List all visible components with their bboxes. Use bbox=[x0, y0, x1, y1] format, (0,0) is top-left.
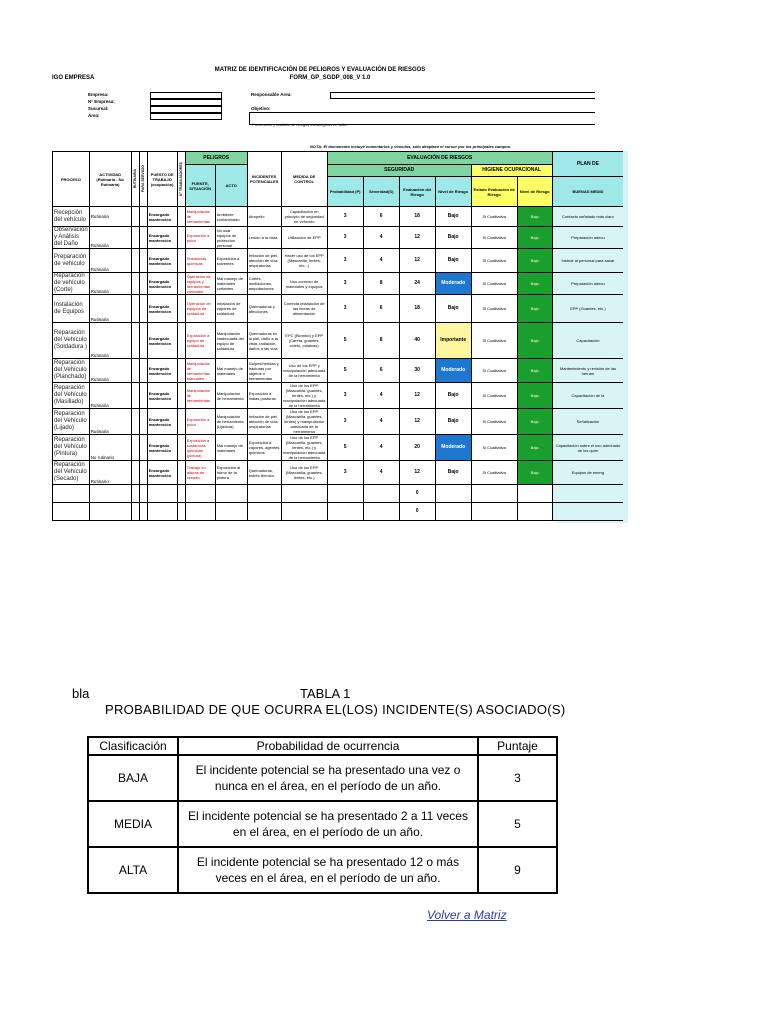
sev-cell: 4 bbox=[363, 249, 399, 273]
matrix-row bbox=[53, 207, 624, 227]
actividad-cell: Rutinaria bbox=[89, 207, 131, 227]
col-trabajadores: N° TRABAJADORES bbox=[178, 161, 183, 197]
t1-clas: BAJA bbox=[88, 755, 178, 801]
plan-cell: Instruir al personal para sacar bbox=[552, 249, 623, 273]
empty-cell bbox=[247, 503, 281, 521]
empty-cell bbox=[185, 485, 215, 503]
empty-cell bbox=[552, 485, 623, 503]
estado-cell: Si Cualitativa bbox=[471, 359, 517, 383]
plan-cell: Capacitación sobre el uso adecuado de los quím bbox=[552, 435, 623, 461]
col-eval: Evaluación del Riesgo bbox=[399, 177, 435, 207]
col-prob: Probabilidad (P) bbox=[327, 177, 363, 207]
form-code: FORM_GP_SGDP_008_V 1.0 bbox=[289, 75, 371, 81]
rutinaria-cell bbox=[131, 461, 139, 485]
incidente-cell: Quemaduras, estrés térmico bbox=[247, 461, 281, 485]
plan-cell: Preparación adecu bbox=[552, 227, 623, 249]
plan-cell: Equipos de emerg bbox=[552, 461, 623, 485]
empty-cell bbox=[471, 485, 517, 503]
matrix-row bbox=[53, 359, 624, 383]
empty-cell bbox=[53, 485, 90, 503]
servicio-cell bbox=[139, 249, 147, 273]
company-label: IGO EMPRESA bbox=[52, 75, 95, 81]
eval-cell: 12 bbox=[399, 383, 435, 409]
proceso-cell: Recepción del vehículo bbox=[53, 207, 90, 227]
puesto-cell: Encargado mantención bbox=[147, 295, 177, 323]
eval-cell: 12 bbox=[399, 409, 435, 435]
nivel-riesgo-cell: Bajo bbox=[435, 461, 471, 485]
col-puesto: PUESTO DE TRABAJO (ocupación) bbox=[147, 152, 177, 207]
nivel-riesgo-cell: Bajo bbox=[435, 249, 471, 273]
actividad-cell: Rutinario bbox=[89, 461, 131, 485]
rutinaria-cell bbox=[131, 383, 139, 409]
nivel-higiene-cell: Bajo bbox=[517, 273, 552, 295]
rutinaria-cell bbox=[131, 207, 139, 227]
sev-cell: 6 bbox=[363, 295, 399, 323]
rutinaria-cell bbox=[131, 295, 139, 323]
puesto-cell: Encargado mantención bbox=[147, 461, 177, 485]
col-higiene: HIGIENE OCUPACIONAL bbox=[471, 165, 552, 177]
tabla1-subtitle: PROBABILIDAD DE QUE OCURRA EL(LOS) INCIDENTE(S) ASOCIADO(S) bbox=[105, 702, 566, 717]
empresa-field[interactable] bbox=[150, 92, 222, 99]
actividad-cell: Rutinaria bbox=[89, 249, 131, 273]
t1-row-alta bbox=[88, 847, 557, 893]
puesto-cell: Encargado mantención bbox=[147, 323, 177, 359]
trabajadores-cell bbox=[177, 323, 185, 359]
rutinaria-cell bbox=[131, 249, 139, 273]
servicio-cell bbox=[139, 409, 147, 435]
incidente-cell: Irritación de piel, afección de vías respiratorias bbox=[247, 249, 281, 273]
nivel-riesgo-cell: Importante bbox=[435, 323, 471, 359]
proceso-cell: Reparación del Vehículo (Masillado) bbox=[53, 383, 90, 409]
t1-header-puntaje: Puntaje bbox=[478, 737, 557, 755]
estado-cell: Si Cualitativa bbox=[471, 227, 517, 249]
medida-cell: Uso correcto de materiales y equipos bbox=[281, 273, 327, 295]
field-area-label: Área: bbox=[88, 113, 100, 118]
rutinaria-cell bbox=[131, 273, 139, 295]
trabajadores-cell bbox=[177, 207, 185, 227]
puesto-cell: Encargado mantención bbox=[147, 207, 177, 227]
fuente-cell: Manipulación de herramientas bbox=[185, 383, 215, 409]
acto-cell: Ambiente contaminado bbox=[215, 207, 247, 227]
servicio-cell bbox=[139, 435, 147, 461]
rutinaria-cell bbox=[131, 409, 139, 435]
field-sucursal-label: Sucursal: bbox=[88, 106, 109, 111]
empty-cell bbox=[471, 503, 517, 521]
objetivo-label: Objetivo: bbox=[251, 106, 271, 111]
t1-clas: ALTA bbox=[88, 847, 178, 893]
col-acto: ACTO bbox=[215, 165, 247, 207]
actividad-cell: No rutinario bbox=[89, 435, 131, 461]
acto-cell: Mal manejo de materiales bbox=[215, 359, 247, 383]
incidente-cell: Exposición a malas posturas bbox=[247, 383, 281, 409]
objetivo-text: Prevención y análisis de riesgos estratégicos en taller bbox=[252, 122, 348, 127]
t1-puntaje: 5 bbox=[478, 801, 557, 847]
incidente-cell: Cortes, mutilaciones, amputaciones bbox=[247, 273, 281, 295]
acto-cell: Inhalación de vapores de soldadura bbox=[215, 295, 247, 323]
plan-cell: EPP (Guantes, etc.) bbox=[552, 295, 623, 323]
trabajadores-cell bbox=[177, 295, 185, 323]
proceso-cell: Reparación del Vehículo (Secado) bbox=[53, 461, 90, 485]
empty-cell bbox=[215, 503, 247, 521]
servicio-cell bbox=[139, 323, 147, 359]
objetivo-field[interactable] bbox=[249, 112, 595, 125]
acto-cell: Exposición a solventes bbox=[215, 249, 247, 273]
actividad-cell: Rutinaria bbox=[89, 323, 131, 359]
fuente-cell: Manipulación de herramientas bbox=[185, 207, 215, 227]
tabla1-title: TABLA 1 bbox=[300, 686, 351, 701]
medida-cell: Uso de los EPP (Mascarilla, guantes, lentes, etc.) y manipulación adecuada de la herramienta bbox=[283, 383, 326, 408]
eval-cell: 0 bbox=[399, 485, 435, 503]
col-rutinaria: RUTINARIA bbox=[132, 169, 137, 189]
servicio-cell bbox=[139, 383, 147, 409]
field-nempresa-label: N° Empresa: bbox=[88, 99, 115, 104]
empty-cell bbox=[281, 485, 327, 503]
col-medida: MEDIDA DE CONTROL bbox=[281, 152, 327, 207]
medida-cell: Hacer uso de los EPP (Mascarilla, lentes, etc...) bbox=[281, 249, 327, 273]
fuente-cell: Sustancias químicas bbox=[185, 249, 215, 273]
incidente-cell: Atropello bbox=[247, 207, 281, 227]
medida-cell: Correcta instalación de las líneas de alimentación bbox=[281, 295, 327, 323]
fuente-cell: Manipulación de herramientas manuales bbox=[185, 359, 215, 383]
nivel-higiene-cell: Bajo bbox=[517, 295, 552, 323]
field-empresa-label: Empresa: bbox=[88, 92, 109, 97]
eval-cell: 0 bbox=[399, 503, 435, 521]
prob-cell: 3 bbox=[327, 409, 363, 435]
nivel-riesgo-cell: Bajo bbox=[435, 207, 471, 227]
plan-cell: Capacitación bbox=[552, 323, 623, 359]
matrix-empty-row bbox=[53, 485, 624, 503]
prob-cell: 3 bbox=[327, 461, 363, 485]
nempresa-field[interactable] bbox=[150, 99, 222, 106]
nivel-higiene-cell: Bajo bbox=[517, 227, 552, 249]
col-proceso: PROCESO bbox=[53, 152, 90, 207]
empty-cell bbox=[435, 485, 471, 503]
fuente-cell: Exposición a polvo bbox=[185, 227, 215, 249]
matrix-row bbox=[53, 409, 624, 435]
incidente-cell: Lesión a la vista bbox=[247, 227, 281, 249]
estado-cell: Si Cualitativa bbox=[471, 295, 517, 323]
fuente-cell: Exposición a equipo de soldadura bbox=[185, 323, 215, 359]
trabajadores-cell bbox=[177, 249, 185, 273]
responsable-field[interactable] bbox=[330, 92, 595, 99]
eval-cell: 12 bbox=[399, 227, 435, 249]
empty-cell bbox=[435, 503, 471, 521]
rutinaria-cell bbox=[131, 323, 139, 359]
empty-cell bbox=[89, 503, 131, 521]
empty-cell bbox=[517, 503, 552, 521]
puesto-cell: Encargado mantención bbox=[147, 435, 177, 461]
matrix-row bbox=[53, 323, 624, 359]
medida-cell: Uso de los EPP (Mascarilla, guantes, lentes, etc.) y manipulación adecuada de la herramienta bbox=[283, 435, 326, 460]
empty-cell bbox=[552, 503, 623, 521]
empty-cell bbox=[131, 485, 139, 503]
bla-text: bla bbox=[72, 686, 90, 701]
t1-row-baja bbox=[88, 755, 557, 801]
actividad-cell: Rutinaria bbox=[89, 295, 131, 323]
eval-cell: 24 bbox=[399, 273, 435, 295]
empty-cell bbox=[363, 485, 399, 503]
nivel-higiene-cell: Bajo bbox=[517, 409, 552, 435]
t1-desc: El incidente potencial se ha presentado 2 a 11 veces en el área, en el período de un año. bbox=[178, 801, 478, 847]
proceso-cell: Preparación de vehículo bbox=[53, 249, 90, 273]
empty-cell bbox=[53, 503, 90, 521]
incidente-cell: Golpes/heridas y fracturas por objetos o herramientas bbox=[247, 359, 281, 383]
estado-cell: Si Cualitativa bbox=[471, 249, 517, 273]
matrix-title: MATRIZ DE IDENTIFICACIÓN DE PELIGROS Y EVALUACIÓN DE RIESGOS bbox=[214, 67, 426, 73]
probability-table bbox=[87, 736, 558, 894]
sev-cell: 4 bbox=[363, 461, 399, 485]
area-field[interactable] bbox=[150, 113, 222, 120]
empty-cell bbox=[247, 485, 281, 503]
trabajadores-cell bbox=[177, 435, 185, 461]
incidente-cell: Quemaduras y afecciones bbox=[247, 295, 281, 323]
matrix-row bbox=[53, 295, 624, 323]
prob-cell: 5 bbox=[327, 435, 363, 461]
t1-puntaje: 9 bbox=[478, 847, 557, 893]
acto-cell: No usar equipos de protección personal bbox=[215, 227, 247, 249]
empty-cell bbox=[139, 485, 147, 503]
empty-cell bbox=[177, 485, 185, 503]
medida-cell: Utilización de EPP bbox=[281, 227, 327, 249]
volver-matriz-link[interactable]: Volver a Matriz bbox=[427, 908, 507, 922]
empty-cell bbox=[139, 503, 147, 521]
col-estado: Estado Evaluación de Riesgo bbox=[471, 177, 517, 207]
trabajadores-cell bbox=[177, 383, 185, 409]
trabajadores-cell bbox=[177, 359, 185, 383]
estado-cell: Si Cualitativa bbox=[471, 323, 517, 359]
empty-cell bbox=[89, 485, 131, 503]
proceso-cell: Instalación de Equipos bbox=[53, 295, 90, 323]
col-nivel: Nivel de Riesgo bbox=[435, 177, 471, 207]
proceso-cell: Reparación del Vehículo (Planchado) bbox=[53, 359, 90, 383]
puesto-cell: Encargado mantención bbox=[147, 409, 177, 435]
actividad-cell: Rutinaria bbox=[89, 409, 131, 435]
matrix-empty-row bbox=[53, 503, 624, 521]
nivel-higiene-cell: Bajo bbox=[517, 383, 552, 409]
col-seguridad: SEGURIDAD bbox=[327, 165, 471, 177]
matrix-row bbox=[53, 227, 624, 249]
nota-text: NOTA: El documento incluye comentarios y vínculos, sólo desplace el cursor por los principales campos. bbox=[310, 144, 512, 149]
servicio-cell bbox=[139, 207, 147, 227]
matrix-row bbox=[53, 461, 624, 485]
empty-cell bbox=[327, 485, 363, 503]
eval-cell: 40 bbox=[399, 323, 435, 359]
plan-cell: Capacitación de la bbox=[552, 383, 623, 409]
servicio-cell bbox=[139, 461, 147, 485]
t1-header-clasificacion: Clasificación bbox=[88, 737, 178, 755]
puesto-cell: Encargado mantención bbox=[147, 249, 177, 273]
eval-cell: 18 bbox=[399, 295, 435, 323]
t1-desc: El incidente potencial se ha presentado 12 o más veces en el área, en el período de un año. bbox=[178, 847, 478, 893]
matrix-row bbox=[53, 249, 624, 273]
plan-cell: Preparación adecu bbox=[552, 273, 623, 295]
incidente-cell: Irritación de piel, afección de vías respiratorias bbox=[247, 409, 281, 435]
sev-cell: 8 bbox=[363, 323, 399, 359]
proceso-cell: Reparación de vehículo (Corte) bbox=[53, 273, 90, 295]
col-fuente: FUENTE, SITUACIÓN bbox=[185, 165, 215, 207]
acto-cell: Mal manejo de materiales cortantes bbox=[215, 273, 247, 295]
empty-cell bbox=[177, 503, 185, 521]
col-incidentes: INCIDENTES POTENCIALES bbox=[247, 152, 281, 207]
nivel-riesgo-cell: Moderado bbox=[435, 435, 471, 461]
empty-cell bbox=[281, 503, 327, 521]
eval-cell: 18 bbox=[399, 207, 435, 227]
col-evaluacion: EVALUACIÓN DE RIESGOS bbox=[327, 152, 552, 165]
empty-cell bbox=[147, 485, 177, 503]
matrix-row bbox=[53, 435, 624, 461]
nivel-higiene-cell: Bajo bbox=[517, 323, 552, 359]
eval-cell: 12 bbox=[399, 249, 435, 273]
estado-cell: Si Cualitativa bbox=[471, 461, 517, 485]
sev-cell: 4 bbox=[363, 383, 399, 409]
acto-cell: Exposición al horno de la pintura bbox=[215, 461, 247, 485]
t1-row-media bbox=[88, 801, 557, 847]
fuente-cell: Exposición a sustancias químicas (pintura) bbox=[185, 435, 215, 461]
rutinaria-cell bbox=[131, 227, 139, 249]
fuente-cell: Trabajo en alturas de secado bbox=[185, 461, 215, 485]
eval-cell: 30 bbox=[399, 359, 435, 383]
trabajadores-cell bbox=[177, 461, 185, 485]
empty-cell bbox=[185, 503, 215, 521]
nivel-riesgo-cell: Bajo bbox=[435, 295, 471, 323]
sev-cell: 4 bbox=[363, 435, 399, 461]
prob-cell: 3 bbox=[327, 383, 363, 409]
empty-cell bbox=[215, 485, 247, 503]
col-servicio: PARA SERVICIO bbox=[140, 165, 145, 193]
actividad-cell: Rutinaria bbox=[89, 359, 131, 383]
t1-desc: El incidente potencial se ha presentado una vez o nunca en el área, en el período de un año. bbox=[178, 755, 478, 801]
acto-cell: Manipulación inadecuada del equipo de soldadura bbox=[215, 323, 247, 359]
col-actividad: ACTIVIDAD (Rutinaria - No Rutinaria) bbox=[89, 152, 131, 207]
medida-cell: Uso de los EPP (Mascarilla, guantes, lentes) y manipulación adecuada de la herramienta bbox=[281, 409, 327, 435]
estado-cell: Si Cualitativa bbox=[471, 383, 517, 409]
incidente-cell: Exposición a vapores, agentes químicos bbox=[247, 435, 281, 461]
responsable-label: Responsable Área: bbox=[251, 92, 292, 97]
actividad-cell: Rutinaria bbox=[89, 273, 131, 295]
nivel-riesgo-cell: Moderado bbox=[435, 273, 471, 295]
trabajadores-cell bbox=[177, 273, 185, 295]
servicio-cell bbox=[139, 359, 147, 383]
acto-cell: Mal manejo de materiales bbox=[215, 435, 247, 461]
puesto-cell: Encargado mantención bbox=[147, 227, 177, 249]
matrix-row bbox=[53, 273, 624, 295]
nivel-riesgo-cell: Bajo bbox=[435, 227, 471, 249]
col-peligros: PELIGROS bbox=[185, 152, 247, 165]
puesto-cell: Encargado mantención bbox=[147, 383, 177, 409]
sev-cell: 4 bbox=[363, 227, 399, 249]
col-plan: PLAN DE bbox=[552, 152, 623, 177]
sev-cell: 6 bbox=[363, 207, 399, 227]
empty-cell bbox=[363, 503, 399, 521]
eval-cell: 12 bbox=[399, 461, 435, 485]
servicio-cell bbox=[139, 273, 147, 295]
servicio-cell bbox=[139, 295, 147, 323]
fuente-cell: Exposición a polvo bbox=[185, 409, 215, 435]
medida-cell: Uso de los EPP y manipulación adecuada de la herramienta bbox=[281, 359, 327, 383]
t1-header-probabilidad: Probabilidad de ocurrencia bbox=[178, 737, 478, 755]
t1-clas: MEDIA bbox=[88, 801, 178, 847]
sev-cell: 8 bbox=[363, 273, 399, 295]
proceso-cell: Reparación del Vehículo (Soldadura ) bbox=[53, 323, 90, 359]
sucursal-field[interactable] bbox=[150, 106, 222, 113]
estado-cell: Si Cualitativa bbox=[471, 273, 517, 295]
medida-cell: EPC (Biombo) y EPP (Careta, guantes, coleto, polainas) bbox=[281, 323, 327, 359]
empty-cell bbox=[327, 503, 363, 521]
actividad-cell: Rutinaria bbox=[89, 227, 131, 249]
rutinaria-cell bbox=[131, 435, 139, 461]
estado-cell: Si Cualitativa bbox=[471, 409, 517, 435]
fuente-cell: Operación de equipos de soldadura bbox=[185, 295, 215, 323]
nivel-higiene-cell: Bajo bbox=[517, 435, 552, 461]
prob-cell: 3 bbox=[327, 295, 363, 323]
col-buenas: BUENAS MEDID bbox=[552, 177, 623, 207]
empty-cell bbox=[131, 503, 139, 521]
nivel-riesgo-cell: Moderado bbox=[435, 359, 471, 383]
proceso-cell: Reparación del Vehículo (Lijado) bbox=[53, 409, 90, 435]
puesto-cell: Encargado mantención bbox=[147, 359, 177, 383]
acto-cell: Manipulación de herramienta bbox=[215, 383, 247, 409]
risk-matrix-table bbox=[52, 151, 623, 521]
trabajadores-cell bbox=[177, 409, 185, 435]
eval-cell: 20 bbox=[399, 435, 435, 461]
puesto-cell: Encargado mantención bbox=[147, 273, 177, 295]
incidente-cell: Quemaduras en la piel, daño a la vista, radiación, daños a las vías bbox=[247, 323, 281, 359]
nivel-riesgo-cell: Bajo bbox=[435, 409, 471, 435]
servicio-cell bbox=[139, 227, 147, 249]
nivel-higiene-cell: Bajo bbox=[517, 249, 552, 273]
prob-cell: 3 bbox=[327, 227, 363, 249]
nivel-higiene-cell: Bajo bbox=[517, 461, 552, 485]
fuente-cell: Operación de equipos y herramientas cortantes bbox=[185, 273, 215, 295]
nivel-higiene-cell: Bajo bbox=[517, 359, 552, 383]
nivel-higiene-cell: Bajo bbox=[517, 207, 552, 227]
medida-cell: Uso de los EPP (Mascarilla, guantes, lentes, etc.) bbox=[281, 461, 327, 485]
prob-cell: 3 bbox=[327, 273, 363, 295]
acto-cell: Manipulación de herramienta (Lijadora) bbox=[215, 409, 247, 435]
prob-cell: 3 bbox=[327, 249, 363, 273]
sev-cell: 6 bbox=[363, 359, 399, 383]
sev-cell: 4 bbox=[363, 409, 399, 435]
plan-cell: Mantenimiento y revisión de las herram bbox=[552, 359, 623, 383]
trabajadores-cell bbox=[177, 227, 185, 249]
plan-cell: Señalización bbox=[552, 409, 623, 435]
empty-cell bbox=[147, 503, 177, 521]
t1-puntaje: 3 bbox=[478, 755, 557, 801]
prob-cell: 5 bbox=[327, 323, 363, 359]
estado-cell: Si Cualitativa bbox=[471, 435, 517, 461]
estado-cell: Si Cualitativa bbox=[471, 207, 517, 227]
proceso-cell: Observación y Análisis del Daño bbox=[54, 227, 88, 247]
medida-cell: Capacitación en principio de seguridad en vehículo bbox=[281, 207, 327, 227]
proceso-cell: Reparación del Vehículo (Pintura) bbox=[53, 435, 90, 461]
prob-cell: 5 bbox=[327, 359, 363, 383]
prob-cell: 3 bbox=[327, 207, 363, 227]
plan-cell: Contacto señalado más claro bbox=[552, 207, 623, 227]
rutinaria-cell bbox=[131, 359, 139, 383]
matrix-row bbox=[53, 383, 624, 409]
actividad-cell: Rutinaria bbox=[89, 383, 131, 409]
col-sev: Severidad(S) bbox=[363, 177, 399, 207]
nivel-riesgo-cell: Bajo bbox=[435, 383, 471, 409]
col-nivel2: Nivel de Riesgo bbox=[517, 177, 552, 207]
empty-cell bbox=[517, 485, 552, 503]
